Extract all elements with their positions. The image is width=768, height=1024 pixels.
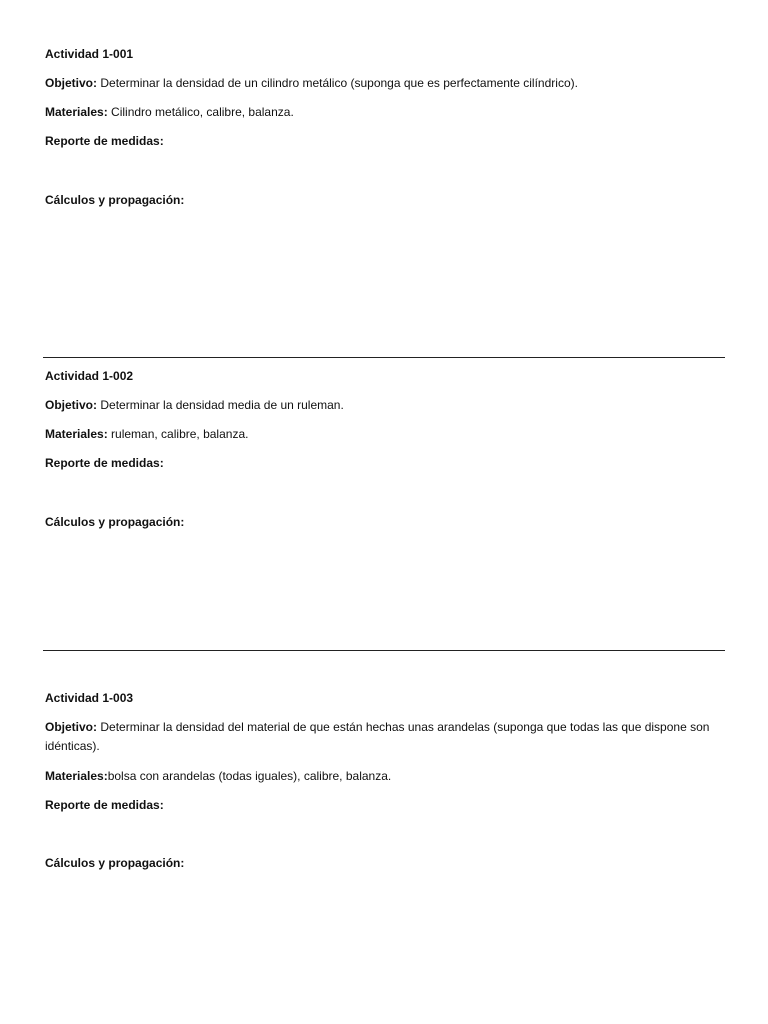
activity-title: Actividad 1-001 [45,47,134,61]
objective-label: Objetivo: [45,76,98,90]
materials-line [45,425,725,444]
objective-text: Determinar la densidad del material de que están hechas unas arandelas (suponga que todas las que dispone son idénticas). [45,720,710,753]
materials-text: Cilindro metálico, calibre, balanza. [107,105,294,119]
materials-label: Materiales: [45,769,108,783]
materials-text: ruleman, calibre, balanza. [107,427,249,441]
materials-line [45,767,725,786]
calculations-label: Cálculos y propagación: [45,193,185,207]
report-label: Reporte de medidas: [45,798,164,812]
section-divider [43,357,725,358]
objective-text: Determinar la densidad de un cilindro metálico (suponga que es perfectamente cilíndrico). [97,76,578,90]
objective-line [45,74,725,93]
materials-line [45,103,725,122]
materials-label: Materiales: [45,105,108,119]
materials-label: Materiales: [45,427,108,441]
objective-line [45,718,725,756]
objective-text: Determinar la densidad media de un ruleman. [97,398,344,412]
objective-line [45,396,725,415]
objective-label: Objetivo: [45,720,98,734]
report-label: Reporte de medidas: [45,134,164,148]
objective-label: Objetivo: [45,398,98,412]
section-divider [43,650,725,651]
calculations-label: Cálculos y propagación: [45,856,185,870]
report-label: Reporte de medidas: [45,456,164,470]
materials-text: bolsa con arandelas (todas iguales), calibre, balanza. [107,769,392,783]
activity-title: Actividad 1-003 [45,691,134,705]
calculations-label: Cálculos y propagación: [45,515,185,529]
activity-title: Actividad 1-002 [45,369,134,383]
